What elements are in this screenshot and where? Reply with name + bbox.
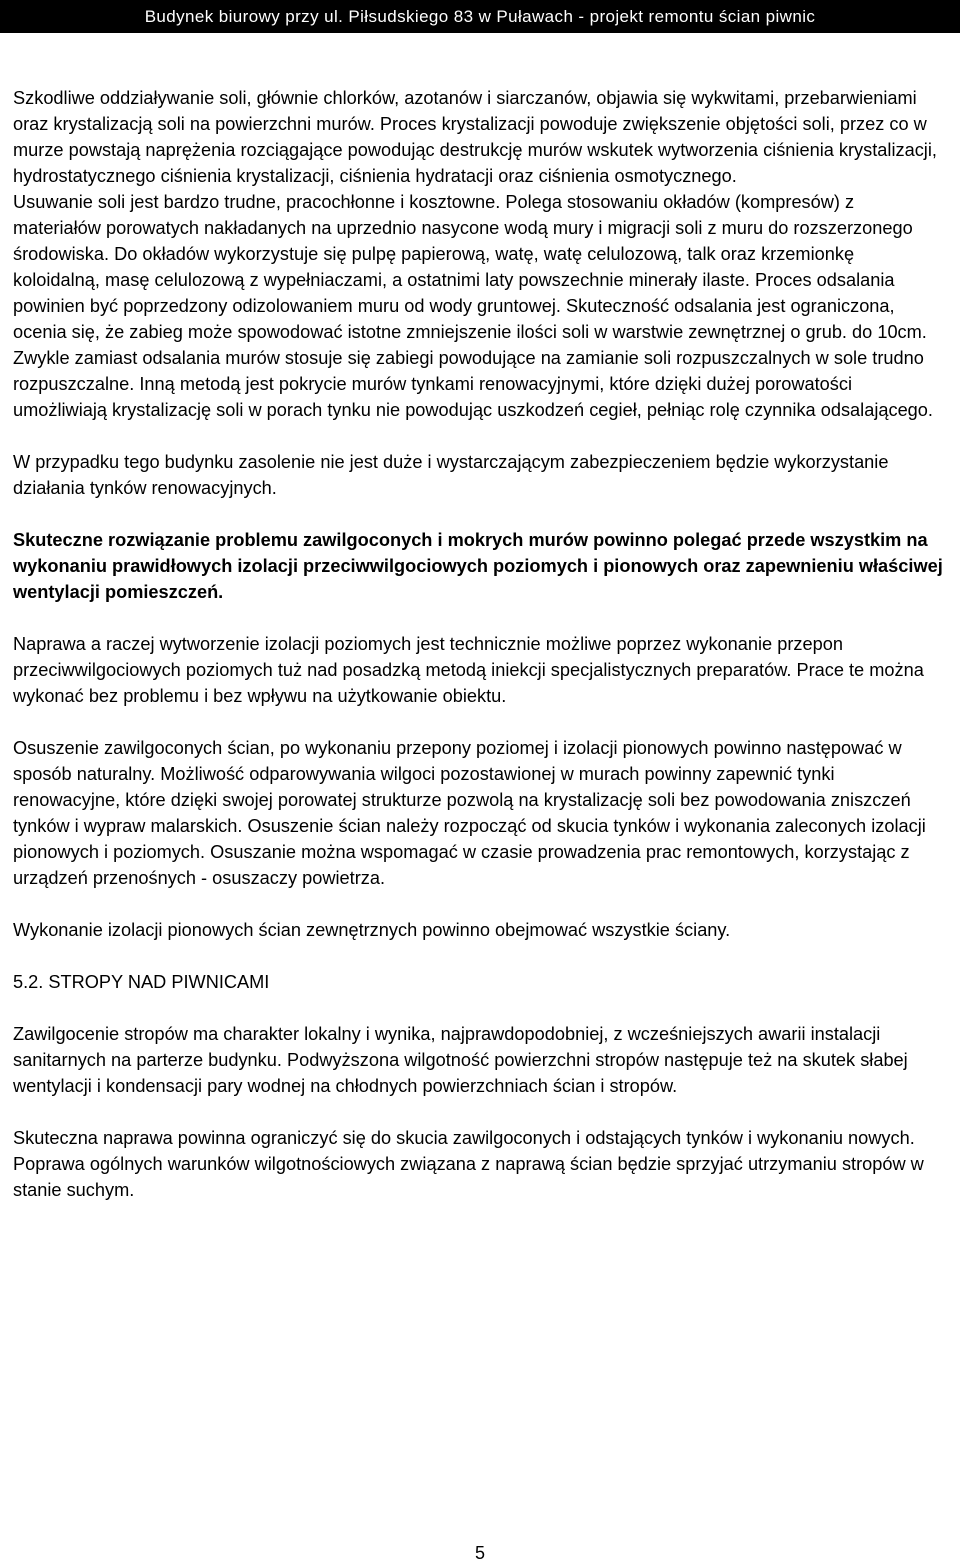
page-number: 5 — [474, 1543, 485, 1563]
document-title: Budynek biurowy przy ul. Piłsudskiego 83 w Puławach - projekt remontu ścian piwnic — [144, 7, 816, 26]
paragraph-vertical-insulation: Wykonanie izolacji pionowych ścian zewnętrznych powinno obejmować wszystkie ściany. — [13, 920, 731, 940]
document-body — [13, 85, 943, 1203]
section-heading: 5.2. STROPY NAD PIWNICAMI — [13, 972, 270, 992]
paragraph-ceiling-repair: Skuteczna naprawa powinna ograniczyć się do skucia zawilgoconych i odstających tynków i wykonaniu nowych. Poprawa ogólnych warunków wilgotnościowych związana z naprawą ścian będzie sprzyjać utrzymaniu stropów w stanie suchym. — [13, 1128, 924, 1200]
paragraph-ceiling-dampness: Zawilgocenie stropów ma charakter lokalny i wynika, najprawdopodobniej, z wcześniejszych awarii instalacji sanitarnych na parterze budynku. Podwyższona wilgotność powierzchni stropów następuje też na skutek słabej wentylacji i kondensacji pary wodnej na chłodnych powierzchniach ścian i stropów. — [13, 1024, 908, 1096]
paragraph-wall-drying: Osuszenie zawilgoconych ścian, po wykonaniu przepony poziomej i izolacji pionowych powinno następować w sposób naturalny. Możliwość odparowywania wilgoci pozostawionej w murach powinny zapewnić tynki renowacyjne, które dzięki swojej porowatej strukturze pozwolą na krystalizację soli bez powodowania zniszczeń tynków i wypraw malarskich. Osuszenie ścian należy rozpocząć od skucia tynków i wykonania zaleconych izolacji pionowych i poziomych. Osuszanie można wspomagać w czasie prowadzenia prac remontowych, korzystając z urządzeń przenośnych - osuszaczy powietrza. — [13, 738, 926, 888]
paragraph-solution-bold: Skuteczne rozwiązanie problemu zawilgoconych i mokrych murów powinno polegać przede wszystkim na wykonaniu prawidłowych izolacji przeciwwilgociowych poziomych i pionowych oraz zapewnieniu właściwej wentylacji pomieszczeń. — [13, 530, 943, 602]
paragraph-building-salinity: W przypadku tego budynku zasolenie nie jest duże i wystarczającym zabezpieczeniem będzie wykorzystanie działania tynków renowacyjnych. — [13, 452, 889, 498]
paragraph-horizontal-insulation: Naprawa a raczej wytworzenie izolacji poziomych jest technicznie możliwe poprzez wykonanie przepon przeciwwilgociowych poziomych tuż nad posadzką metodą iniekcji specjalistycznych preparatów. Prace te można wykonać bez problemu i bez wpływu na użytkowanie obiektu. — [13, 634, 924, 706]
paragraph-salt-alternatives: Zwykle zamiast odsalania murów stosuje się zabiegi powodujące na zamianie soli rozpuszczalnych w sole trudno rozpuszczalne. Inną metodą jest pokrycie murów tynkami renowacyjnymi, które dzięki dużej porowatości umożliwiają krystalizację soli w porach tynku nie powodując uszkodzeń cegieł, pełniąc rolę czynnika odsalającego. — [13, 348, 933, 420]
paragraph-salt-effects: Szkodliwe oddziaływanie soli, głównie chlorków, azotanów i siarczanów, objawia się wykwitami, przebarwieniami oraz krystalizacją soli na powierzchni murów. Proces krystalizacji powoduje zwiększenie objętości soli, przez co w murze powstają naprężenia rozciągające powodując destrukcję murów wskutek wytworzenia ciśnienia krystalizacji, hydrostatycznego ciśnienia krystalizacji, ciśnienia hydratacji oraz ciśnienia osmotycznego. — [13, 88, 937, 186]
page-header — [0, 0, 960, 33]
paragraph-salt-removal: Usuwanie soli jest bardzo trudne, pracochłonne i kosztowne. Polega stosowaniu okładów (kompresów) z materiałów porowatych nakładanych na uprzednio nasycone wodą mury i migracji soli z muru do rozszerzonego środowiska. Do okładów wykorzystuje się pulpę papierową, watę, watę celulozową, talk oraz krzemionkę koloidalną, masę celulozową z wypełniaczami, a ostatnimi laty powszechnie minerały ilaste. Proces odsalania powinien być poprzedzony odizolowaniem muru od wody gruntowej. Skuteczność odsalania jest ograniczona, ocenia się, że zabieg może spowodować istotne zmniejszenie ilości soli w warstwie zewnętrznej o grub. do 10cm. — [13, 192, 927, 342]
